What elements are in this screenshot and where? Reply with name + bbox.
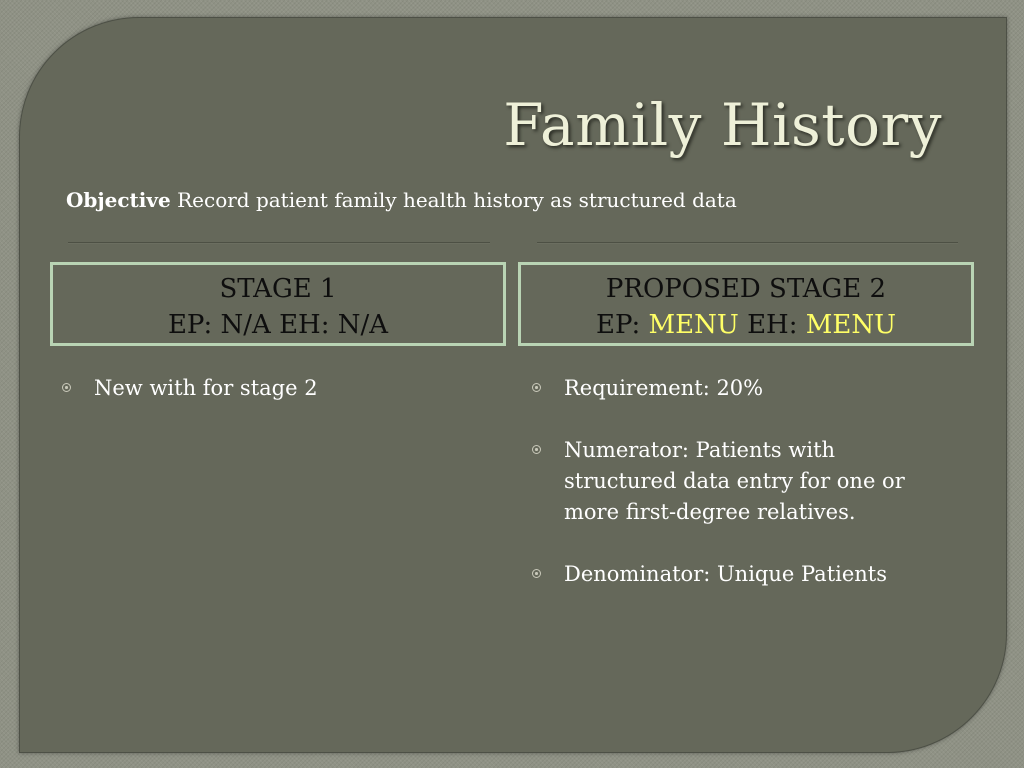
slide-title: Family History — [503, 91, 942, 159]
stage2-status — [521, 307, 971, 343]
list-item — [530, 435, 950, 528]
stage2-ep-label: EP: — [595, 310, 649, 340]
list-item — [530, 373, 950, 404]
bullet-text: Denominator: Unique Patients — [564, 562, 888, 586]
stage1-ep-value: N/A — [220, 310, 271, 340]
list-item — [60, 373, 490, 404]
objective-text: Record patient family health history as structured data — [177, 188, 737, 212]
bullet-text: Numerator: Patients with structured data entry for one or more first-degree relatives. — [564, 438, 905, 524]
stage1-status — [53, 307, 503, 343]
circle-dot-bullet-icon — [62, 383, 71, 392]
left-divider — [68, 242, 490, 244]
stage2-ep-value: MENU — [648, 310, 739, 340]
stage2-box — [518, 262, 974, 346]
stage1-eh-label: EH: — [270, 310, 338, 340]
bullet-text: New with for stage 2 — [94, 376, 318, 400]
stage1-eh-value: N/A — [337, 310, 389, 340]
left-bullet-list — [60, 373, 490, 435]
stage1-title: STAGE 1 — [219, 274, 337, 304]
circle-dot-bullet-icon — [532, 383, 541, 392]
list-item — [530, 559, 950, 590]
right-divider — [537, 242, 958, 244]
circle-dot-bullet-icon — [532, 569, 541, 578]
stage2-title: PROPOSED STAGE 2 — [605, 274, 887, 304]
stage2-eh-label: EH: — [738, 310, 806, 340]
bullet-text: Requirement: 20% — [564, 376, 764, 400]
stage1-ep-label: EP: — [167, 310, 221, 340]
objective-label: Objective — [66, 188, 171, 212]
stage1-box — [50, 262, 506, 346]
objective-line — [66, 188, 1006, 212]
right-bullet-list — [530, 373, 950, 621]
circle-dot-bullet-icon — [532, 445, 541, 454]
stage2-eh-value: MENU — [805, 310, 897, 340]
